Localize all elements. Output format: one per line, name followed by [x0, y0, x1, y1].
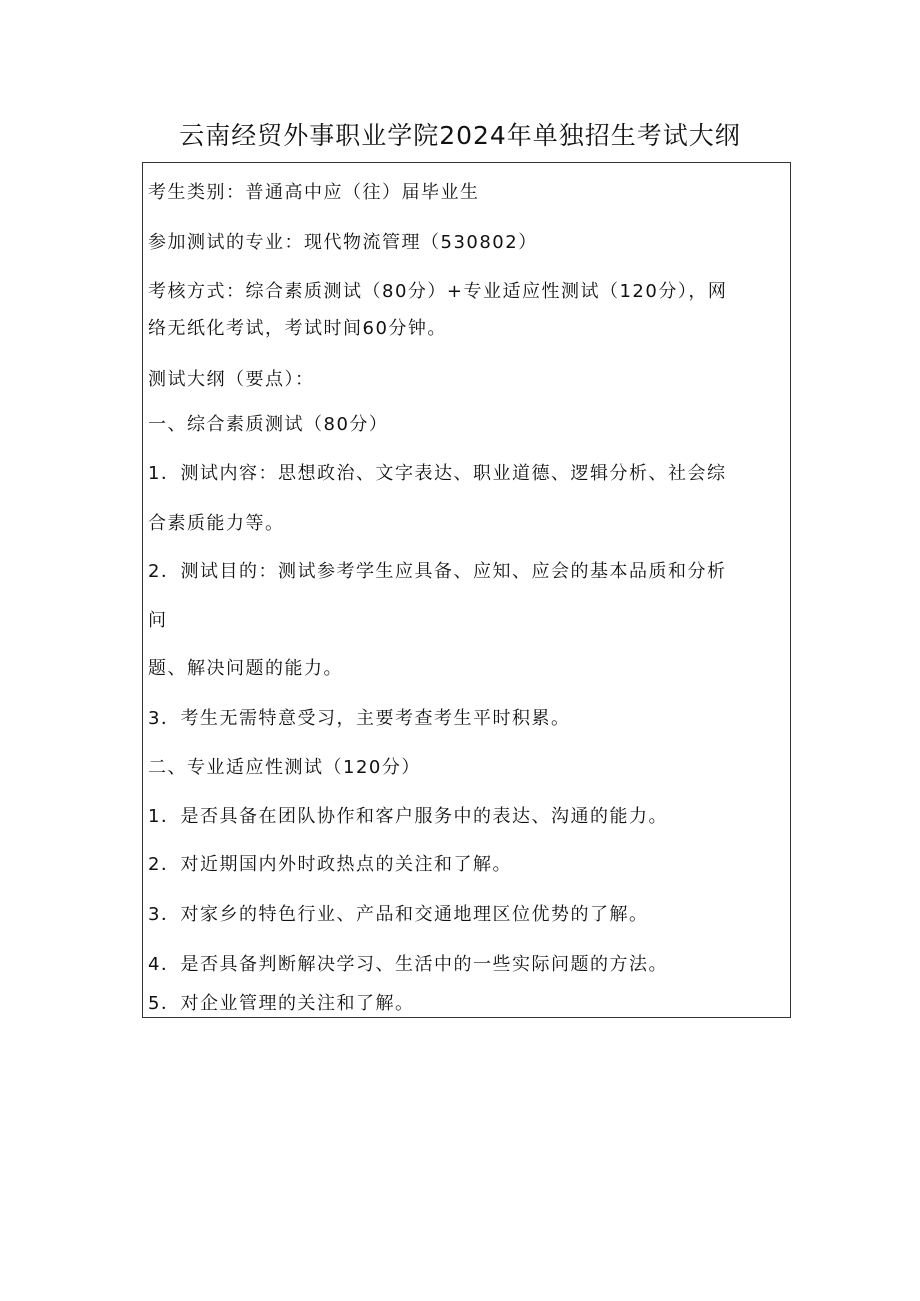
section-1-item-2-c: 题、解决问题的能力。	[148, 658, 343, 679]
section-2-heading: 二、专业适应性测试（120分）	[148, 757, 421, 778]
outline-box	[142, 162, 791, 1018]
section-1-item-2-a: 2．测试目的：测试参考学生应具备、应知、应会的基本品质和分析	[148, 561, 727, 582]
section-1-item-2-b: 问	[148, 610, 168, 631]
section-1-item-1-a: 1．测试内容：思想政治、文字表达、职业道德、逻辑分析、社会综	[148, 463, 727, 484]
section-2-item-1: 1．是否具备在团队协作和客户服务中的表达、沟通的能力。	[148, 806, 668, 827]
outline-heading: 测试大纲（要点）：	[148, 369, 315, 390]
exam-category-line: 考生类别：普通高中应（往）届毕业生	[148, 182, 480, 203]
section-2-item-3: 3．对家乡的特色行业、产品和交通地理区位优势的了解。	[148, 904, 649, 925]
section-2-item-2: 2．对近期国内外时政热点的关注和了解。	[148, 854, 512, 875]
major-line: 参加测试的专业：现代物流管理（530802）	[148, 232, 538, 253]
section-1-heading: 一、综合素质测试（80分）	[148, 414, 389, 435]
document-title: 云南经贸外事职业学院2024年单独招生考试大纲	[179, 121, 741, 150]
assessment-line-2: 络无纸化考试，考试时间60分钟。	[148, 318, 447, 339]
section-2-item-5: 5．对企业管理的关注和了解。	[148, 993, 415, 1014]
assessment-line-1: 考核方式：综合素质测试（80分）+专业适应性测试（120分），网	[148, 281, 728, 302]
section-1-item-1-b: 合素质能力等。	[148, 513, 285, 534]
section-1-item-3: 3．考生无需特意受习，主要考查考生平时积累。	[148, 708, 571, 729]
section-2-item-4: 4．是否具备判断解决学习、生活中的一些实际问题的方法。	[148, 954, 668, 975]
